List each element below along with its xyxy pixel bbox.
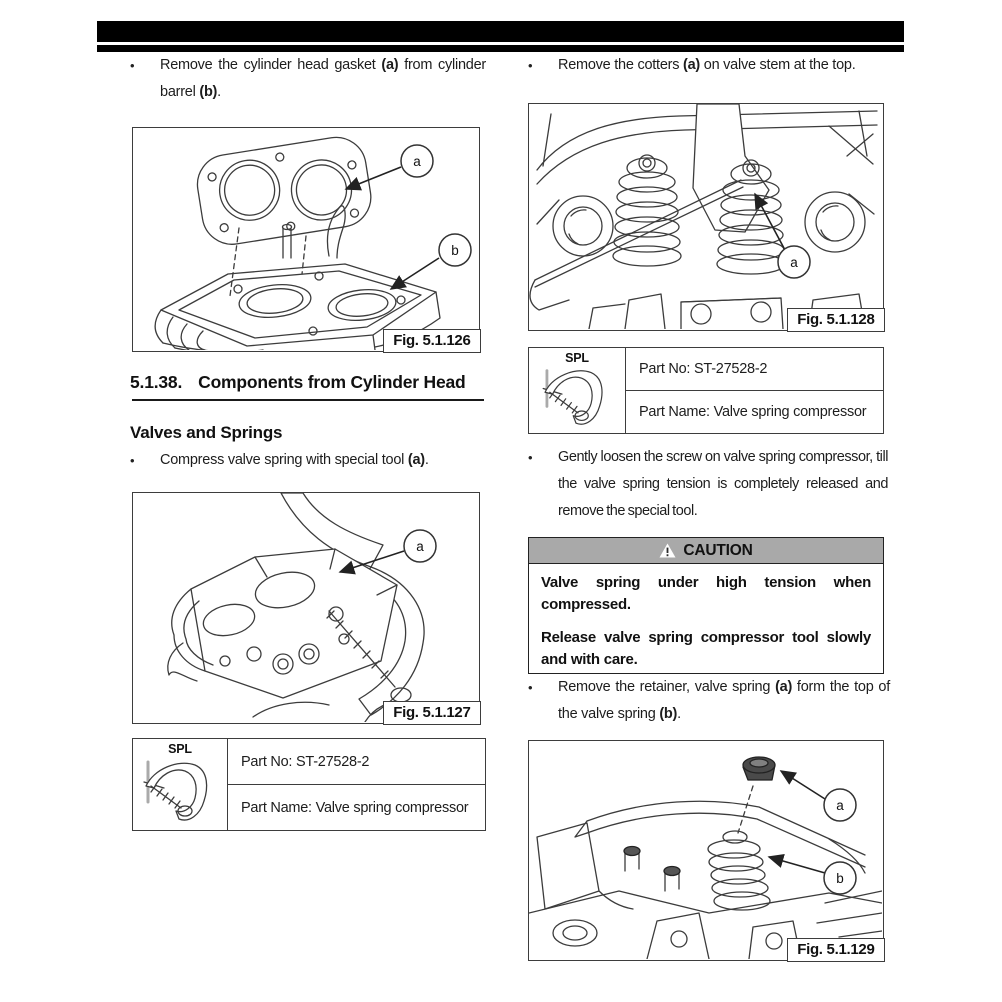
figure-label: Fig. 5.1.127 xyxy=(383,701,480,725)
spl-part-no: Part No: ST-27528-2 xyxy=(639,361,768,377)
figure-5-1-126 xyxy=(132,127,480,352)
head-compressor-drawing xyxy=(133,493,478,722)
figure-5-1-128 xyxy=(528,103,884,331)
spl-rows xyxy=(228,739,485,830)
spring-compressor-tool-icon xyxy=(531,365,623,427)
caution-line-1: Valve spring under high tension when compressed. xyxy=(541,574,871,613)
gasket-barrel-drawing xyxy=(133,128,478,350)
spl-tag: SPL xyxy=(565,351,589,365)
spl-tool-cell xyxy=(529,348,626,433)
bullet-glyph: • xyxy=(528,680,533,695)
bullet-loosen-screw xyxy=(528,444,888,525)
figure-label: Fig. 5.1.128 xyxy=(787,308,884,332)
bullet-compress-spring-text: Compress valve spring with special tool (a). xyxy=(160,452,429,468)
figure-label: Fig. 5.1.129 xyxy=(787,938,884,962)
bullet-remove-retainer xyxy=(528,674,890,728)
bullet-remove-cotters-text: Remove the cotters (a) on valve stem at the top. xyxy=(558,57,856,73)
caution-body xyxy=(529,564,883,671)
bullet-compress-spring xyxy=(130,447,486,474)
warning-triangle-icon xyxy=(659,543,676,558)
subheading-valves-springs: Valves and Springs xyxy=(130,423,283,442)
caution-header xyxy=(529,538,883,564)
bullet-remove-retainer-text: Remove the retainer, valve spring (a) form the top of the valve spring (b). xyxy=(558,679,890,722)
header-bar-thin xyxy=(97,45,904,52)
bullet-glyph: • xyxy=(528,450,533,465)
spl-part-no: Part No: ST-27528-2 xyxy=(241,753,370,770)
spring-compressor-tool-icon xyxy=(134,756,226,824)
bullet-glyph: • xyxy=(528,58,533,73)
header-bar-thick xyxy=(97,21,904,42)
section-title: Components from Cylinder Head xyxy=(198,372,466,392)
bullet-remove-cotters xyxy=(528,52,888,79)
callout-a-letter: a xyxy=(836,798,844,813)
callout-a-letter: a xyxy=(413,154,421,169)
bullet-glyph: • xyxy=(130,58,135,73)
spl-tool-cell xyxy=(133,739,228,830)
gasket-outline xyxy=(193,133,375,248)
bullet-remove-gasket-text: Remove the cylinder head gasket (a) from cylinder barrel (b). xyxy=(160,57,486,100)
bullet-remove-gasket xyxy=(130,52,486,106)
callout-b-letter: b xyxy=(451,243,459,258)
section-rule xyxy=(132,399,484,401)
caution-title: CAUTION xyxy=(683,541,753,559)
callout-b-letter: b xyxy=(836,871,844,886)
figure-label: Fig. 5.1.126 xyxy=(383,329,480,353)
spl-tool-table-right xyxy=(528,347,884,434)
caution-line-2: Release valve spring compressor tool slowly and with care. xyxy=(541,629,871,668)
section-number: 5.1.38. xyxy=(130,372,183,392)
spl-part-name: Part Name: Valve spring compressor xyxy=(228,784,485,830)
retainer-spring-drawing xyxy=(529,741,882,959)
spl-tool-table-left xyxy=(132,738,486,831)
callout-a-letter: a xyxy=(416,539,424,554)
section-heading xyxy=(130,372,486,393)
spl-tag: SPL xyxy=(168,742,192,756)
figure-5-1-129 xyxy=(528,740,884,961)
figure-5-1-127 xyxy=(132,492,480,724)
caution-box xyxy=(528,537,884,674)
spl-rows xyxy=(626,348,883,433)
bullet-glyph: • xyxy=(130,453,135,468)
valve-stem-cotters-drawing xyxy=(529,104,882,329)
callout-a-letter: a xyxy=(790,255,798,270)
bullet-loosen-screw-text: Gently loosen the screw on valve spring compressor, till the valve spring tension is completely released and remove the special tool. xyxy=(558,449,888,519)
spl-part-name: Part Name: Valve spring compressor xyxy=(626,390,883,433)
